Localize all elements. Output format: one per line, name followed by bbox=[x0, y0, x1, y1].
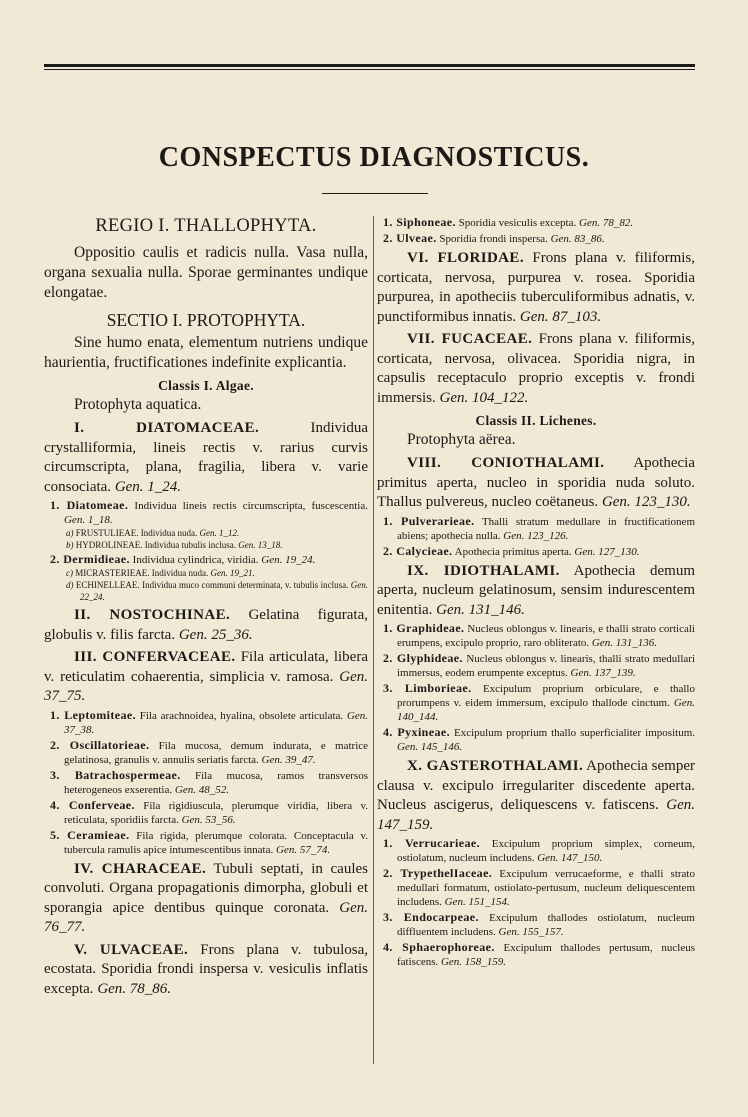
family-entry bbox=[377, 651, 695, 680]
order-text: Individua crystalliformia, lineis rectis v. rarius curvis circumscripta, plana, fragilia, libera v. varie consociata. bbox=[44, 420, 368, 495]
genus-range: Gen. 19_21. bbox=[210, 568, 255, 578]
genus-range: Gen. 131_136. bbox=[591, 637, 657, 649]
order-text: Frons plana v. filiformis, corticata, nervosa, purpurea v. rosea. Sporidia purpurea, in apotheciis tuberculiformibus adnatis, v. punctiformibus innatis. bbox=[377, 250, 695, 325]
tribe-text: MICRASTERIEAE. Individua nuda. bbox=[73, 568, 211, 578]
genus-range: Gen. 158_159. bbox=[440, 956, 507, 968]
family-entry bbox=[44, 498, 368, 527]
family-name: 3. Endocarpeae. bbox=[383, 910, 479, 924]
genus-range: Gen. 39_47. bbox=[261, 753, 316, 766]
genus-range: Gen. 19_24. bbox=[261, 554, 316, 566]
family-text: Fila mucosa, ramos transversos heterogeneos exserentia. bbox=[64, 769, 368, 796]
family-entry bbox=[377, 910, 695, 939]
genus-range: Gen. 127_130. bbox=[574, 545, 640, 558]
order-entry bbox=[44, 941, 368, 1000]
family-name: 1. Siphoneae. bbox=[383, 215, 456, 229]
regio-heading: REGIO I. THALLOPHYTA. bbox=[95, 216, 317, 236]
family-name: 5. Ceramieae. bbox=[50, 827, 130, 842]
genus-range: Gen. 131_146. bbox=[436, 601, 525, 618]
order-name: IX. IDIOTHALAMI. bbox=[407, 562, 560, 579]
family-entry bbox=[377, 866, 695, 909]
order-text: Tubuli septati, in caules convoluti. Organa propagationis dimorpha, globuli et sporangia apice dentibus quinque coronata. bbox=[44, 860, 368, 916]
family-text: Excipulum verrucaeforme, e thalli strato medullari formatum, ostiolato-pertusum, nucleum deliquescentem includens. bbox=[397, 868, 695, 908]
order-text: Gelatina figurata, globulis v. filis farcta. bbox=[44, 607, 369, 643]
genus-range: Gen. 147_150. bbox=[537, 852, 603, 864]
classis-heading: Classis II. Lichenes. bbox=[475, 413, 597, 428]
family-entry bbox=[377, 836, 695, 865]
family-text: Sporidia frondi inspersa. bbox=[436, 233, 551, 245]
genus-range: Gen. 123_130. bbox=[601, 494, 691, 510]
genus-range: Gen. 83_86. bbox=[550, 233, 605, 245]
title-rule bbox=[322, 193, 428, 194]
family-name: 3. Batrachospermeae. bbox=[50, 767, 181, 782]
family-name: 1. Graphideae. bbox=[383, 621, 465, 635]
order-entry bbox=[44, 860, 368, 938]
family-name: 2. Dermidieae. bbox=[50, 552, 130, 566]
tribe-entry bbox=[44, 539, 368, 551]
family-entry bbox=[377, 231, 695, 246]
tribe-entry bbox=[44, 527, 368, 539]
family-text: Fila rigidiuscula, plerumque viridia, libera v. reticulata, sporidiis farcta. bbox=[64, 799, 368, 826]
genus-range: Gen. 22_24. bbox=[80, 580, 368, 602]
family-text: Individua lineis rectis circumscripta, fuscescentia. bbox=[128, 500, 368, 512]
genus-range: Gen. 87_103. bbox=[519, 308, 602, 325]
family-name: 2. Glyphideae. bbox=[383, 651, 463, 665]
family-name: 3. Limborieae. bbox=[383, 681, 472, 695]
page-title: CONSPECTUS DIAGNOSTICUS. bbox=[158, 142, 590, 173]
family-entry bbox=[44, 798, 368, 827]
family-entry bbox=[44, 768, 368, 797]
order-text: Apothecia primitus aperta, nucleo in sporidia nuda soluto. Thallus pulvereus, nucleo coëtaneus. bbox=[377, 455, 695, 510]
family-text: Nucleus oblongus v. linearis, e thalli strato corticali erumpens, excipulo proprio, raro obliterato. bbox=[397, 623, 695, 649]
family-entry bbox=[44, 738, 368, 767]
family-text: Excipulum proprium simplex, corneum, ostiolatum, nucleum includens. bbox=[397, 838, 695, 864]
tribe-label: d) bbox=[66, 580, 74, 590]
genus-range: Gen. 1_18. bbox=[64, 514, 113, 526]
classis-description: Protophyta aërea. bbox=[407, 431, 516, 448]
order-text: Frons plana v. tubulosa, ecostata. Sporidia frondi inspersa v. vesiculis inflatis excepta. bbox=[44, 941, 368, 997]
family-text: Fila mucosa, demum indurata, e matrice gelatinosa, granulis v. annulis seriatis farcta. bbox=[64, 739, 369, 766]
order-text: Apothecia semper clausa v. excipulo irregulariter discedente aperta. Nucleus ascigerus, deliquescens v. fatiscens. bbox=[377, 758, 695, 813]
right-column bbox=[377, 214, 695, 969]
family-text: Excipulum thallodes pertusum, nucleus fatiscens. bbox=[397, 942, 695, 968]
genus-range: Gen. 78_82. bbox=[579, 217, 634, 229]
left-column bbox=[44, 214, 368, 999]
top-rule-thick bbox=[44, 64, 695, 67]
genus-range: Gen. 137_139. bbox=[570, 667, 636, 679]
family-text: Fila arachnoidea, hyalina, obsolete articulata. bbox=[135, 709, 347, 722]
order-name: II. NOSTOCHINAE. bbox=[74, 607, 231, 623]
genus-range: Gen. 155_157. bbox=[498, 926, 564, 938]
family-name: 1. Pulverarieae. bbox=[383, 513, 475, 528]
family-text: Nucleus oblongus v. linearis, thalli strato medullari immersus, eodem erumpente exceptus. bbox=[397, 653, 695, 679]
order-name: V. ULVACEAE. bbox=[74, 941, 189, 958]
genus-range: Gen. 140_144. bbox=[397, 697, 695, 723]
classis-description: Protophyta aquatica. bbox=[74, 396, 202, 413]
genus-range: Gen. 25_36. bbox=[178, 626, 253, 643]
genus-range: Gen. 57_74. bbox=[276, 843, 331, 856]
order-text: Fila articulata, libera v. reticulatim cohaerentia, simplicia v. ramosa. bbox=[44, 649, 368, 685]
order-name: X. GASTEROTHALAMI. bbox=[407, 758, 584, 774]
family-entry bbox=[377, 725, 695, 754]
sectio-heading: SECTIO I. PROTOPHYTA. bbox=[106, 310, 306, 330]
family-text: Individua cylindrica, viridia. bbox=[129, 554, 262, 566]
order-entry bbox=[377, 249, 695, 327]
order-name: III. CONFERVACEAE. bbox=[74, 649, 236, 665]
order-entry bbox=[44, 648, 368, 707]
family-entry bbox=[377, 514, 695, 543]
sectio-description: Sine humo enata, elementum nutriens undique haurientia, fructificationes indefinite explicantia. bbox=[44, 334, 368, 371]
family-entry bbox=[377, 544, 695, 559]
genus-range: Gen. 76_77. bbox=[44, 899, 368, 935]
family-name: 1. Verrucarieae. bbox=[383, 836, 481, 850]
family-entry bbox=[377, 940, 695, 969]
order-entry bbox=[44, 606, 368, 645]
family-text: Excipulum proprium orbiculare, e thallo prorumpens v. eidem immersum, excipulo thallode cinctum. bbox=[397, 683, 695, 709]
genus-range: Gen. 104_122. bbox=[439, 389, 529, 406]
family-name: 1. Leptomiteae. bbox=[50, 707, 136, 722]
top-rule-thin bbox=[44, 69, 695, 70]
family-entry bbox=[377, 681, 695, 724]
order-entry bbox=[377, 757, 695, 835]
family-text: Sporidia vesiculis excepta. bbox=[455, 217, 579, 229]
family-text: Thalli stratum medullare in fructificationem abiens; apothecia nulla. bbox=[397, 515, 696, 542]
family-text: Fila rigida, plerumque colorata. Conceptacula v. tubercula ramulis apice intumescentibus innata. bbox=[64, 829, 368, 856]
family-name: 2. Ulveae. bbox=[383, 231, 437, 245]
family-text: Apothecia primitus aperta. bbox=[452, 545, 575, 558]
order-entry bbox=[377, 330, 695, 408]
genus-range: Gen. 37_75. bbox=[44, 668, 368, 704]
family-entry bbox=[377, 215, 695, 230]
genus-range: Gen. 53_56. bbox=[181, 813, 236, 826]
genus-range: Gen. 151_154. bbox=[444, 896, 510, 908]
family-text: Excipulum proprium thallo superficialiter impositum. bbox=[450, 727, 695, 739]
family-entry bbox=[44, 552, 368, 567]
family-name: 2. TrypethelIaceae. bbox=[383, 866, 493, 880]
family-text: Excipulum thallodes ostiolatum, nucleum diffluentem includens. bbox=[397, 912, 695, 938]
family-name: 2. Calycieae. bbox=[383, 543, 453, 558]
family-entry bbox=[44, 828, 368, 857]
tribe-entry bbox=[44, 567, 368, 579]
order-name: VII. FUCACEAE. bbox=[407, 331, 533, 347]
order-text: Apothecia demum aperta, nucleum gelatinosum, sensim indurescentem enitentia. bbox=[377, 562, 695, 618]
column-divider bbox=[373, 216, 374, 1064]
tribe-entry bbox=[44, 579, 368, 603]
genus-range: Gen. 13_18. bbox=[238, 540, 283, 550]
order-entry bbox=[44, 419, 368, 497]
tribe-label: b) bbox=[66, 540, 74, 550]
family-entry bbox=[44, 708, 368, 737]
genus-range: Gen. 78_86. bbox=[97, 980, 172, 997]
order-name: VIII. CONIOTHALAMI. bbox=[407, 455, 605, 471]
tribe-text: ECHINELLEAE. Individua muco communi determinata, v. tubulis inclusa. bbox=[73, 580, 351, 590]
classis-heading: Classis I. Algae. bbox=[158, 378, 254, 393]
order-name: IV. CHARACEAE. bbox=[74, 860, 207, 877]
tribe-text: FRUSTULIEAE. Individua nuda. bbox=[73, 528, 200, 538]
order-entry bbox=[377, 454, 695, 513]
genus-range: Gen. 147_159. bbox=[377, 797, 695, 833]
genus-range: Gen. 37_38. bbox=[64, 709, 368, 736]
genus-range: Gen. 1_12. bbox=[199, 528, 240, 538]
family-name: 4. Pyxineae. bbox=[383, 725, 451, 739]
family-name: 1. Diatomeae. bbox=[50, 498, 129, 512]
order-entry bbox=[377, 562, 695, 621]
genus-range: Gen. 123_126. bbox=[503, 529, 569, 542]
regio-description: Oppositio caulis et radicis nulla. Vasa nulla, organa sexualia nulla. Sporae germinantes undique elongatae. bbox=[44, 244, 368, 301]
family-name: 4. Sphaerophoreae. bbox=[383, 940, 495, 954]
tribe-label: c) bbox=[66, 568, 73, 578]
genus-range: Gen. 1_24. bbox=[114, 478, 182, 495]
family-name: 4. Conferveae. bbox=[50, 797, 135, 812]
order-name: I. DIATOMACEAE. bbox=[74, 420, 260, 436]
tribe-text: HYDROLINEAE. Individua tubulis inclusa. bbox=[73, 540, 239, 550]
family-entry bbox=[377, 621, 695, 650]
genus-range: Gen. 48_52. bbox=[174, 783, 229, 796]
family-name: 2. Oscillatorieae. bbox=[50, 737, 150, 752]
genus-range: Gen. 145_146. bbox=[397, 741, 463, 753]
tribe-label: a) bbox=[66, 528, 74, 538]
order-text: Frons plana v. filiformis, corticata, nervosa, olivacea. Sporidia nigra, in capsulis receptaculo proprio exceptis v. frondi immersis. bbox=[377, 331, 696, 406]
order-name: VI. FLORIDAE. bbox=[407, 250, 524, 266]
